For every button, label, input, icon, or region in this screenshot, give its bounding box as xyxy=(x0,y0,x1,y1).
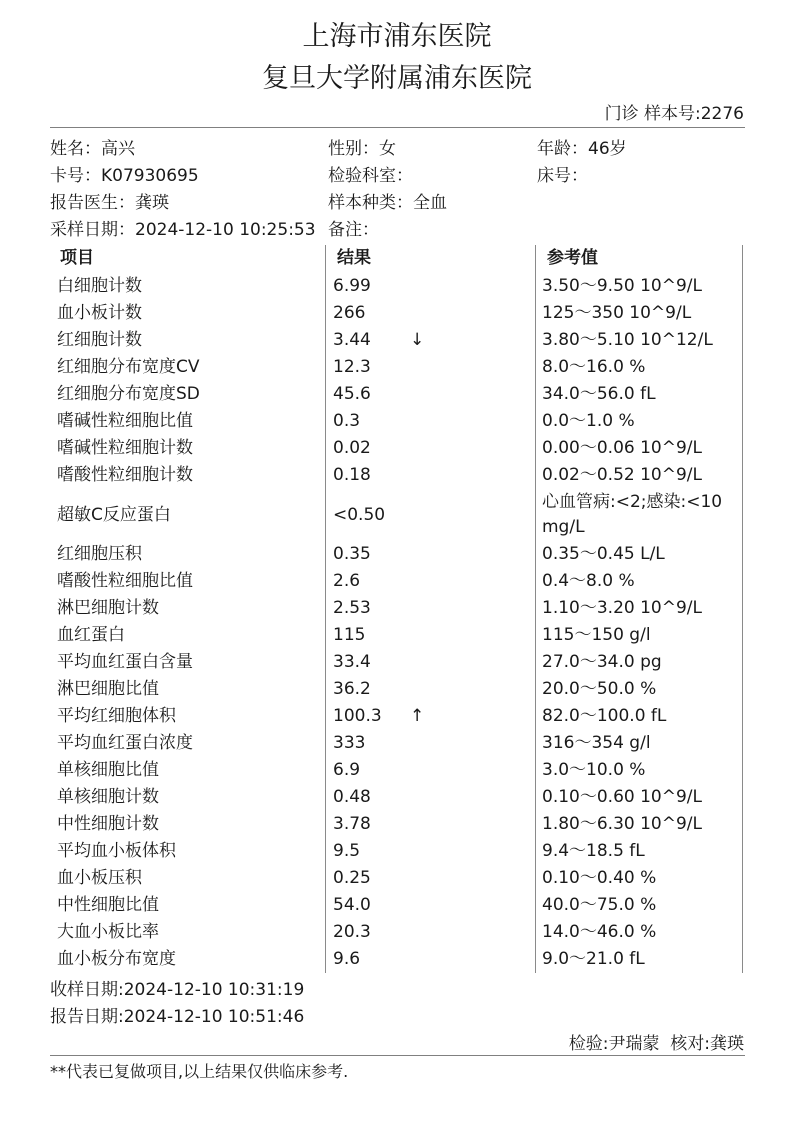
patient-age: 年龄：46岁 xyxy=(537,139,627,159)
disclaimer-note: **代表已复做项目,以上结果仅供临床参考. xyxy=(50,1062,349,1081)
abnormal-flag xyxy=(410,354,430,381)
table-row xyxy=(50,838,745,865)
test-name: 中性细胞计数 xyxy=(57,814,159,834)
test-name: 嗜碱性粒细胞计数 xyxy=(57,438,193,458)
reference-range: 0.0～1.0 % xyxy=(542,411,635,431)
table-row xyxy=(50,300,745,327)
test-name: 嗜酸性粒细胞计数 xyxy=(57,465,193,485)
test-result: 100.3 xyxy=(333,706,382,726)
reference-range: 8.0～16.0 % xyxy=(542,357,646,377)
abnormal-flag xyxy=(410,649,430,676)
reference-range: 3.50～9.50 10^9/L xyxy=(542,276,702,296)
inspector: 检验:尹瑞蒙 xyxy=(568,1034,660,1054)
table-row xyxy=(50,730,745,757)
reference-range: 1.10～3.20 10^9/L xyxy=(542,598,702,618)
abnormal-flag xyxy=(410,865,430,892)
abnormal-flag xyxy=(410,676,430,703)
test-name: 淋巴细胞比值 xyxy=(57,679,159,699)
abnormal-flag xyxy=(410,946,430,973)
test-result: 0.35 xyxy=(333,544,371,564)
lab-department: 检验科室： xyxy=(328,166,413,186)
table-row xyxy=(50,865,745,892)
table-row xyxy=(50,595,745,622)
test-name: 单核细胞比值 xyxy=(57,760,159,780)
reference-range: 3.0～10.0 % xyxy=(542,760,646,780)
table-row xyxy=(50,273,745,300)
abnormal-flag xyxy=(410,381,430,408)
bed-number: 床号： xyxy=(537,166,588,186)
test-name: 中性细胞比值 xyxy=(57,895,159,915)
test-result: 45.6 xyxy=(333,384,371,404)
report-doctor: 报告医生：龚瑛 xyxy=(50,193,169,213)
table-row xyxy=(50,703,745,730)
abnormal-flag xyxy=(410,811,430,838)
test-result: 2.53 xyxy=(333,598,371,618)
test-result: 9.5 xyxy=(333,841,361,861)
abnormal-flag xyxy=(410,541,430,568)
test-name: 血小板压积 xyxy=(57,868,142,888)
test-result: 6.99 xyxy=(333,276,371,296)
hospital-name: 上海市浦东医院 xyxy=(302,21,492,52)
abnormal-flag xyxy=(410,757,430,784)
test-result: 0.48 xyxy=(333,787,371,807)
test-result: 333 xyxy=(333,733,366,753)
reference-range: 0.00～0.06 10^9/L xyxy=(542,438,702,458)
abnormal-flag xyxy=(410,462,430,489)
test-result: 0.25 xyxy=(333,868,371,888)
table-row xyxy=(50,649,745,676)
test-name: 淋巴细胞计数 xyxy=(57,598,159,618)
abnormal-flag: ↓ xyxy=(410,330,425,350)
card-number: 卡号：K07930695 xyxy=(50,166,199,186)
signatures xyxy=(569,1033,744,1055)
specimen-type: 样本种类：全血 xyxy=(328,193,447,213)
test-result: 20.3 xyxy=(333,922,371,942)
reference-range: 0.02～0.52 10^9/L xyxy=(542,465,702,485)
test-result: 33.4 xyxy=(333,652,371,672)
test-result: 3.78 xyxy=(333,814,371,834)
abnormal-flag xyxy=(410,435,430,462)
table-row xyxy=(50,757,745,784)
header-divider xyxy=(50,127,745,128)
abnormal-flag xyxy=(410,730,430,757)
reference-range: 40.0～75.0 % xyxy=(542,895,657,915)
test-result: 0.3 xyxy=(333,411,361,431)
sample-number: 门诊 样本号:2276 xyxy=(604,104,744,124)
results-table-body xyxy=(50,273,745,973)
reference-range: 1.80～6.30 10^9/L xyxy=(542,814,702,834)
header-result: 结果 xyxy=(337,248,371,268)
table-row xyxy=(50,541,745,568)
reference-range: 125～350 10^9/L xyxy=(542,303,692,323)
abnormal-flag: ↑ xyxy=(410,706,425,726)
table-row xyxy=(50,327,745,354)
table-row xyxy=(50,946,745,973)
header-item: 项目 xyxy=(60,248,94,268)
table-row xyxy=(50,892,745,919)
test-result: 12.3 xyxy=(333,357,371,377)
footer-divider xyxy=(50,1055,745,1056)
test-name: 平均血红蛋白含量 xyxy=(57,652,193,672)
abnormal-flag xyxy=(410,273,430,300)
table-row xyxy=(50,568,745,595)
table-row xyxy=(50,784,745,811)
abnormal-flag xyxy=(410,595,430,622)
report-date: 报告日期:2024-12-10 10:51:46 xyxy=(50,1007,305,1027)
abnormal-flag xyxy=(410,408,430,435)
test-name: 红细胞计数 xyxy=(57,330,142,350)
table-row xyxy=(50,408,745,435)
test-result: 36.2 xyxy=(333,679,371,699)
test-name: 红细胞分布宽度CV xyxy=(57,357,200,377)
patient-name: 姓名：高兴 xyxy=(50,139,135,159)
reference-range: 0.10～0.40 % xyxy=(542,868,657,888)
test-name: 嗜酸性粒细胞比值 xyxy=(57,571,193,591)
reference-range: 0.4～8.0 % xyxy=(542,571,635,591)
abnormal-flag xyxy=(410,784,430,811)
reference-range: 34.0～56.0 fL xyxy=(542,384,656,404)
reference-range: 82.0～100.0 fL xyxy=(542,706,667,726)
reference-range: 316～354 g/l xyxy=(542,733,651,753)
reference-range: 9.0～21.0 fL xyxy=(542,949,645,969)
table-row xyxy=(50,354,745,381)
abnormal-flag xyxy=(410,489,430,541)
test-result: 6.9 xyxy=(333,760,361,780)
table-row xyxy=(50,435,745,462)
abnormal-flag xyxy=(410,568,430,595)
test-result: 9.6 xyxy=(333,949,361,969)
received-date: 收样日期:2024-12-10 10:31:19 xyxy=(50,980,305,1000)
test-result: 3.44 xyxy=(333,330,371,350)
abnormal-flag xyxy=(410,838,430,865)
reference-range: 115～150 g/l xyxy=(542,625,651,645)
test-name: 大血小板比率 xyxy=(57,922,159,942)
table-row xyxy=(50,462,745,489)
test-name: 血小板分布宽度 xyxy=(57,949,176,969)
test-result: 115 xyxy=(333,625,366,645)
test-result: 0.18 xyxy=(333,465,371,485)
test-name: 红细胞压积 xyxy=(57,544,142,564)
test-name: 超敏C反应蛋白 xyxy=(57,504,171,525)
reference-range: 27.0～34.0 pg xyxy=(542,652,662,672)
checker: 核对:龚瑛 xyxy=(670,1034,744,1054)
test-result: 54.0 xyxy=(333,895,371,915)
abnormal-flag xyxy=(410,892,430,919)
table-row xyxy=(50,381,745,408)
abnormal-flag xyxy=(410,300,430,327)
reference-range: 0.35～0.45 L/L xyxy=(542,544,665,564)
test-name: 血红蛋白 xyxy=(57,625,125,645)
table-row xyxy=(50,676,745,703)
table-row xyxy=(50,919,745,946)
sampling-date: 采样日期：2024-12-10 10:25:53 xyxy=(50,220,316,240)
results-table-header xyxy=(50,245,745,272)
table-row xyxy=(50,489,745,541)
test-name: 平均红细胞体积 xyxy=(57,706,176,726)
abnormal-flag xyxy=(410,919,430,946)
test-name: 单核细胞计数 xyxy=(57,787,159,807)
test-name: 平均血小板体积 xyxy=(57,841,176,861)
table-row xyxy=(50,811,745,838)
header-reference: 参考值 xyxy=(547,248,598,268)
remarks: 备注： xyxy=(328,220,379,240)
test-name: 平均血红蛋白浓度 xyxy=(57,733,193,753)
reference-range: 20.0～50.0 % xyxy=(542,679,657,699)
table-row xyxy=(50,622,745,649)
reference-range: 心血管病:<2;感染:<10 mg/L xyxy=(542,492,723,537)
test-name: 嗜碱性粒细胞比值 xyxy=(57,411,193,431)
test-result: 2.6 xyxy=(333,571,361,591)
reference-range: 0.10～0.60 10^9/L xyxy=(542,787,702,807)
abnormal-flag xyxy=(410,622,430,649)
test-name: 红细胞分布宽度SD xyxy=(57,384,200,404)
test-name: 血小板计数 xyxy=(57,303,142,323)
hospital-affiliation: 复旦大学附属浦东医院 xyxy=(262,63,532,94)
test-name: 白细胞计数 xyxy=(57,276,142,296)
reference-range: 3.80～5.10 10^12/L xyxy=(542,330,713,350)
patient-gender: 性别：女 xyxy=(328,139,396,159)
reference-range: 14.0～46.0 % xyxy=(542,922,657,942)
test-result: <0.50 xyxy=(333,504,386,525)
test-result: 0.02 xyxy=(333,438,371,458)
reference-range: 9.4～18.5 fL xyxy=(542,841,645,861)
test-result: 266 xyxy=(333,303,366,323)
